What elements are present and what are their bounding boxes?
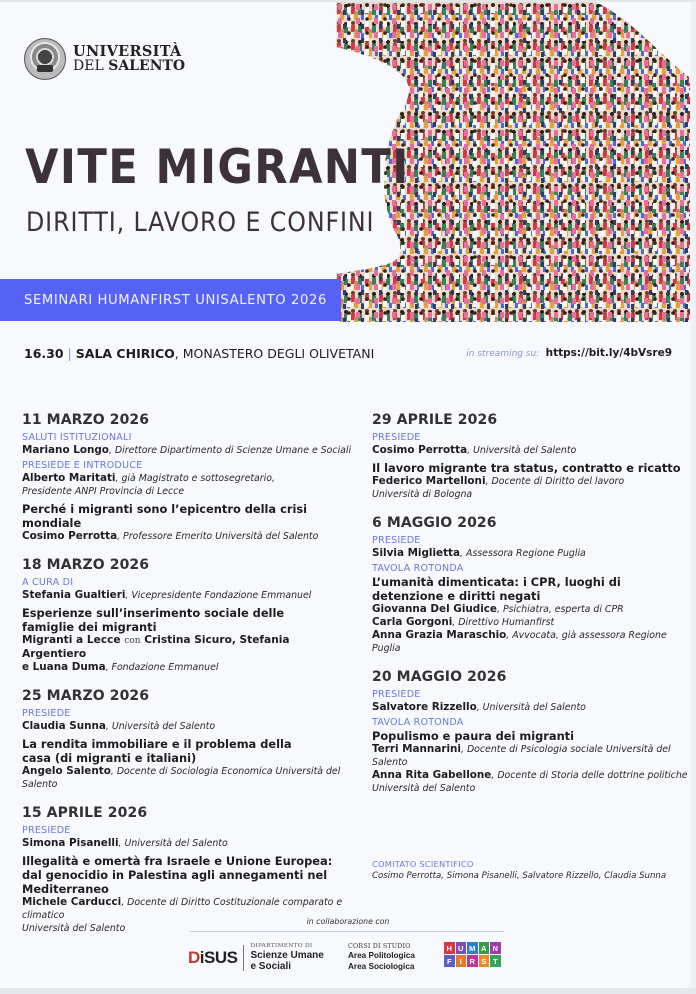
talk-title: Esperienze sull’inserimento sociale delle famiglie dei migranti [22, 606, 285, 634]
speaker: Alberto Maritati, già Magistrato e sottosegretario, [22, 472, 275, 484]
disus-line1: Scienze Umane [250, 949, 324, 961]
talk-title: La rendita immobiliare e il problema della casa (di migranti e italiani) [22, 737, 292, 765]
speaker: Carla Gorgoni, Direttivo Humanfirst [372, 616, 555, 628]
speaker: Anna Rita Gabellone, Docente di Storia delle dottrine politiche [372, 769, 688, 781]
page-bottom-edge [0, 988, 696, 994]
hf-letter: A [479, 942, 490, 954]
session-29-aprile [372, 412, 690, 501]
session-date: 11 MARZO 2026 [22, 412, 150, 428]
separator: | [67, 346, 72, 361]
poster-subtitle: DIRITTI, LAVORO E CONFINI [26, 207, 375, 238]
session-date: 18 MARZO 2026 [22, 557, 150, 573]
role-label: TAVOLA ROTONDA [372, 563, 464, 574]
hf-letter: H [444, 942, 455, 954]
speaker-affiliation: Università del Salento [372, 783, 476, 794]
role-label: PRESIEDE [372, 689, 421, 700]
role-label: PRESIEDE [372, 535, 421, 546]
speaker: Terri Mannarini, Docente di Psicologia sociale Università del Salento [372, 743, 671, 768]
disus-small-label: DIPARTIMENTO DI [250, 943, 313, 949]
committee-members: Cosimo Perrotta, Simona Pisanelli, Salvatore Rizzello, Claudia Sunna [372, 871, 667, 881]
divider [243, 945, 244, 971]
disus-line2: e Sociali [250, 960, 292, 972]
committee-label: COMITATO SCIENTIFICO [372, 859, 474, 869]
hf-letter: F [444, 955, 455, 967]
page-edge [690, 2, 696, 994]
venue-hall: SALA CHIRICO [75, 346, 175, 361]
talk-title: Il lavoro migrante tra status, contratto e ricatto [372, 461, 681, 475]
talk-title: Illegalità e omertà fra Israele e Unione Europea: dal genocidio in Palestina agli annegamenti nel Mediterraneo [22, 854, 333, 896]
session-20-maggio [372, 669, 690, 795]
role-label: PRESIEDE [22, 825, 71, 836]
role-label: PRESIEDE E INTRODUCE [22, 460, 143, 471]
talk-title: Perché i migranti sono l’epicentro della crisi mondiale [22, 502, 308, 530]
speaker-affiliation: Università del Salento [22, 923, 126, 934]
corsi-line2: Area Sociologica [348, 962, 415, 972]
hf-letter: U [456, 942, 467, 954]
role-label: SALUTI ISTITUZIONALI [22, 432, 132, 443]
speaker-affiliation: Università di Bologna [372, 489, 473, 500]
venue-line [24, 346, 374, 361]
speaker: Giovanna Del Giudice, Psichiatra, esperta di CPR [372, 603, 624, 615]
session-6-maggio [372, 515, 690, 655]
speaker: Cosimo Perrotta, Professore Emerito Università del Salento [22, 530, 319, 542]
speaker-affiliation: Presidente ANPI Provincia di Lecce [22, 486, 185, 497]
speaker: Salvatore Rizzello, Università del Salento [372, 701, 586, 713]
role-label: PRESIEDE [22, 708, 71, 719]
university-name-line2: DEL SALENTO [73, 58, 186, 75]
speaker: Mariano Longo, Direttore Dipartimento di Scienze Umane e Sociali [22, 444, 352, 456]
streaming-link[interactable]: https://bit.ly/4bVsre9 [545, 347, 672, 359]
corsi-line1: Area Politologica [348, 951, 415, 961]
footer-divider [190, 931, 504, 932]
venue-place: , MONASTERO DEGLI OLIVETANI [174, 346, 375, 361]
session-date: 29 APRILE 2026 [372, 412, 498, 428]
series-banner [0, 279, 341, 321]
series-banner-text: SEMINARI HUMANFIRST UNISALENTO 2026 [24, 292, 327, 308]
speaker: Stefania Gualtieri, Vicepresidente Fondazione Emmanuel [22, 589, 312, 601]
poster-title: VITE MIGRANTI [25, 140, 410, 195]
hf-letter: T [490, 955, 501, 967]
hf-letter: M [467, 942, 478, 954]
speaker: Silvia Miglietta, Assessora Regione Puglia [372, 547, 586, 559]
hf-letter: N [490, 942, 501, 954]
university-logo [24, 38, 185, 80]
talk-title: L’umanità dimenticata: i CPR, luoghi di detenzione e diritti negati [372, 575, 621, 603]
corsi-label: CORSI DI STUDIO [348, 943, 411, 950]
speaker: Anna Grazia Maraschio, Avvocata, già assessora Regione Puglia [372, 629, 667, 654]
disus-mark: DiSUS [188, 947, 238, 967]
hf-letter: I [456, 955, 467, 967]
session-date: 15 APRILE 2026 [22, 805, 148, 821]
collaboration-label: in collaborazione con [306, 917, 390, 926]
speaker: Federico Martelloni, Docente di Diritto del lavoro [372, 475, 625, 487]
university-name-line1: UNIVERSITÀ [73, 42, 182, 60]
corsi-di-studio [348, 944, 415, 972]
role-label: A CURA DI [22, 577, 74, 588]
speaker: Michele Carducci, Docente di Diritto Costituzionale comparato e climatico [22, 896, 343, 921]
event-time: 16.30 [24, 346, 64, 361]
speakers-group: Migranti a Lecce con Cristina Sicuro, Stefania Argentiero [22, 634, 290, 660]
speaker: e Luana Duma, Fondazione Emmanuel [22, 661, 219, 673]
session-15-aprile [22, 805, 352, 935]
role-label: PRESIEDE [372, 432, 421, 443]
scientific-committee [372, 857, 666, 881]
speaker: Claudia Sunna, Università del Salento [22, 720, 216, 732]
session-date: 25 MARZO 2026 [22, 688, 150, 704]
session-11-marzo [22, 412, 352, 543]
schedule-right-column [372, 412, 690, 809]
humanfirst-logo [444, 942, 501, 967]
schedule-left-column [22, 412, 352, 949]
role-label: TAVOLA ROTONDA [372, 717, 464, 728]
university-seal-icon [24, 38, 66, 80]
talk-title: Populismo e paura dei migranti [372, 729, 575, 743]
hf-letter: R [467, 955, 478, 967]
partner-logos [188, 940, 508, 974]
disus-logo [188, 944, 324, 972]
speaker: Simona Pisanelli, Università del Salento [22, 837, 228, 849]
speaker: Angelo Salento, Docente di Sociologia Economica Università del Salento [22, 765, 341, 790]
streaming-info [466, 347, 672, 359]
session-25-marzo [22, 688, 352, 791]
hf-letter: S [479, 955, 490, 967]
session-date: 6 MAGGIO 2026 [372, 515, 497, 531]
streaming-label: in streaming su: [466, 349, 540, 359]
speaker: Cosimo Perrotta, Università del Salento [372, 444, 577, 456]
session-date: 20 MAGGIO 2026 [372, 669, 507, 685]
session-18-marzo [22, 557, 352, 674]
